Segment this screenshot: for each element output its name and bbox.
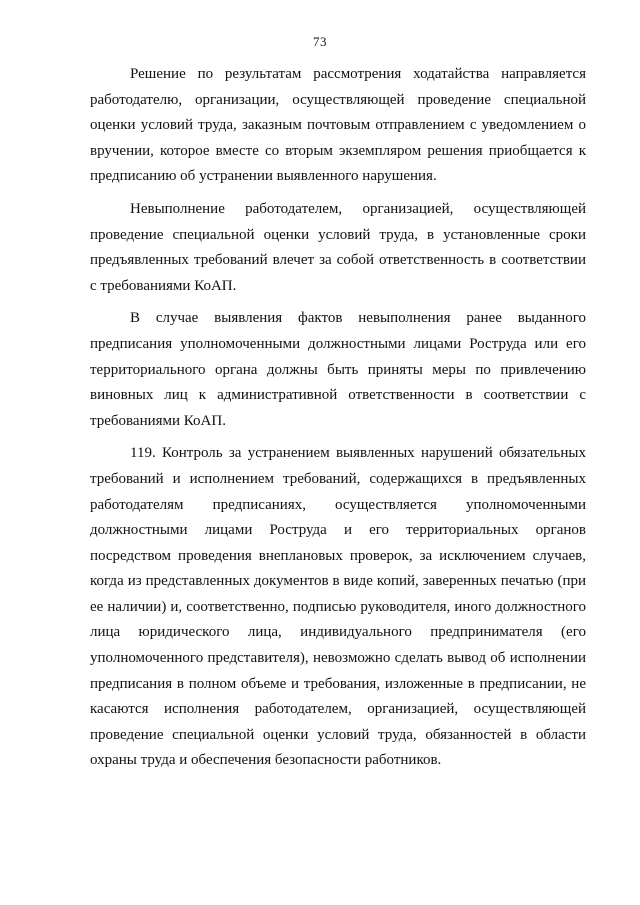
document-body [90, 62, 586, 781]
paragraph-119-control: 119. Контроль за устранением выявленных нарушений обязательных требований и исполнением требований, содержащихся в предъявленных работодателям предписаниях, осуществляется уполномоченными должностными лицами Роструда и его территориальных органов посредством проведения внеплановых проверок, за исключением случаев, когда из представленных документов в виде копий, заверенных печатью (при ее наличии) и, соответственно, подписью руководителя, иного должностного лица юридического лица, индивидуального предпринимателя (его уполномоченного представителя), невозможно сделать вывод об исполнении предписания в полном объеме и требования, изложенные в предписании, не касаются исполнения работодателем, организацией, осуществляющей проведение специальной оценки условий труда, обязанностей в области охраны труда и обеспечения безопасности работников. [90, 445, 586, 769]
paragraph-petition-decision: Решение по результатам рассмотрения ходатайства направляется работодателю, организации, осуществляющей проведение специальной оценки условий труда, заказным почтовым отправлением с уведомлением о вручении, которое вместе со вторым экземпляром решения приобщается к предписанию об устранении выявленного нарушения. [90, 66, 586, 185]
paragraph-non-fulfillment: Невыполнение работодателем, организацией, осуществляющей проведение специальной оценки условий труда, в установленные сроки предъявленных требований влечет за собой ответственность в соответствии с требованиями КоАП. [90, 200, 586, 294]
page-number: 73 [313, 34, 327, 49]
paragraph-administrative-liability: В случае выявления фактов невыполнения ранее выданного предписания уполномоченными должностными лицами Роструда или его территориального органа должны быть приняты меры по привлечению виновных лиц к административной ответственности в соответствии с требованиями КоАП. [90, 310, 586, 429]
